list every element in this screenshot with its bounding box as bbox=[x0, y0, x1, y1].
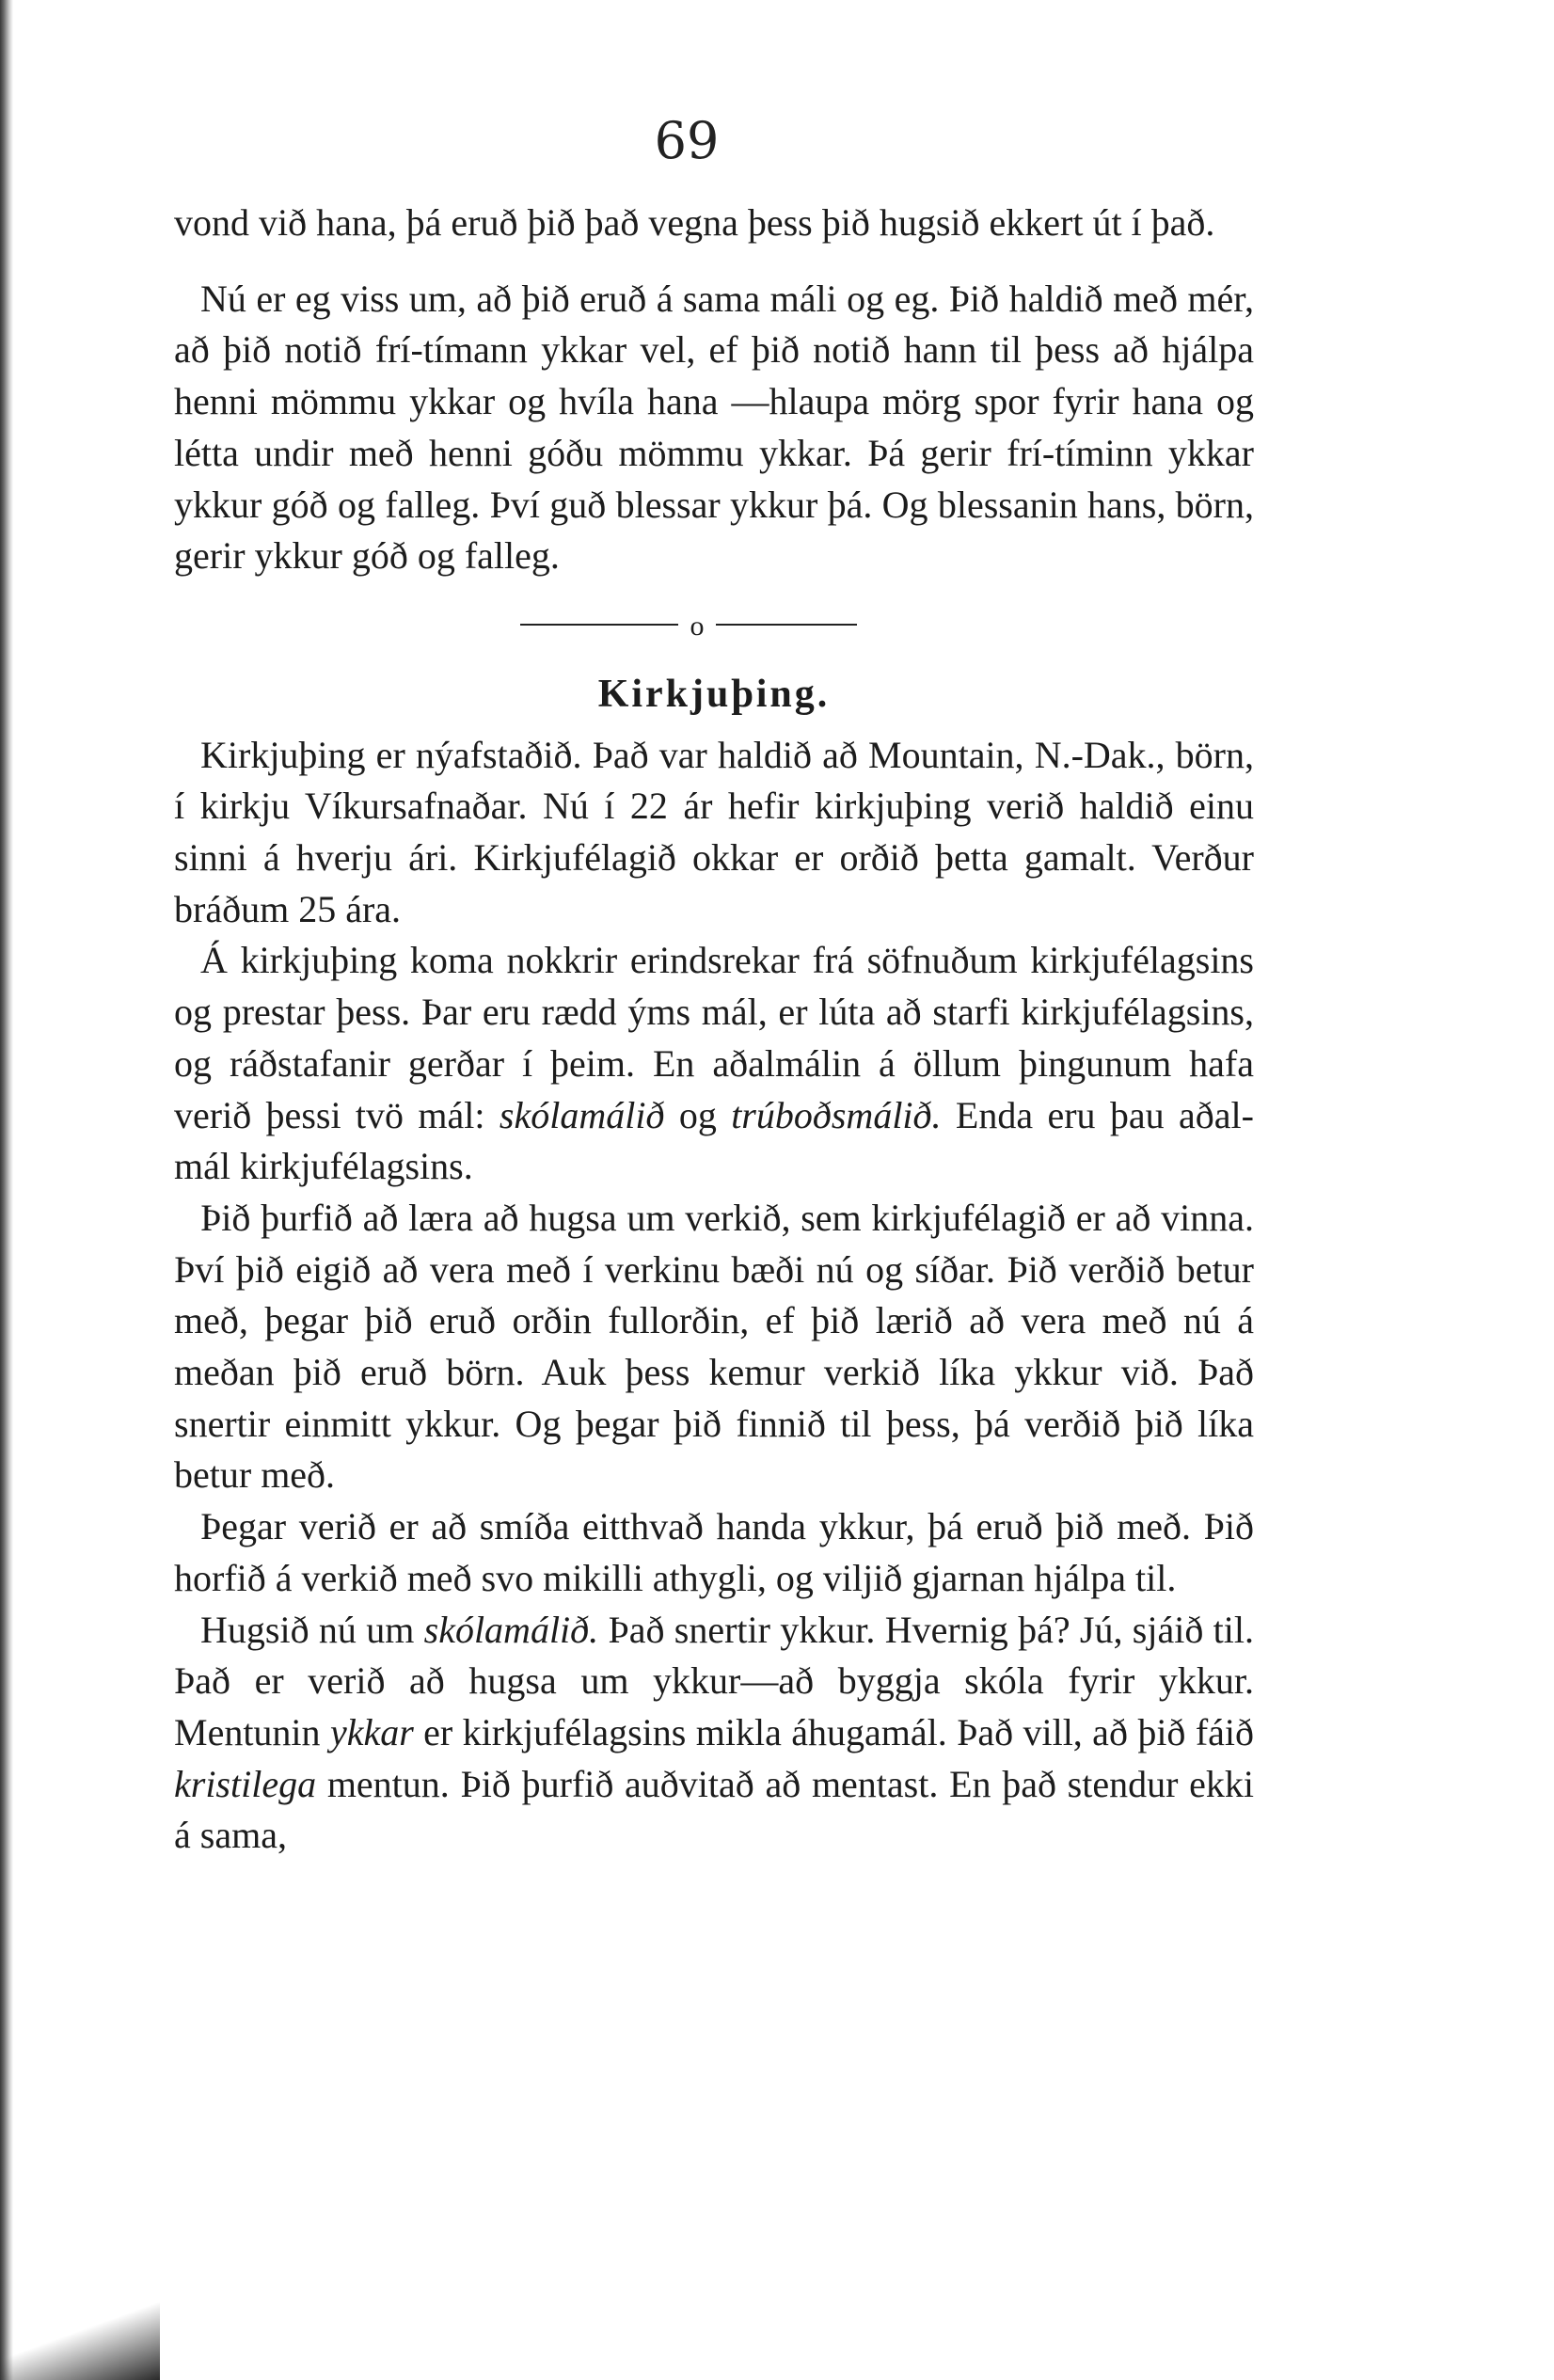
page-number: 69 bbox=[654, 111, 720, 170]
paragraph-7-b: Það snertir ykkur. Hvernig þá? Jú, sjáið til. Það er verið að hugsa um ykkur—að byggja skóla fyrir ykkur. Mentunin bbox=[174, 1608, 1254, 1753]
paragraph-7-em-skolamalid: skólamálið. bbox=[423, 1608, 599, 1651]
body-text bbox=[174, 198, 1254, 1862]
section-heading: Kirkjuþing. bbox=[597, 672, 831, 716]
paragraph-7-em-ykkar: ykkar bbox=[329, 1710, 414, 1753]
paragraph-2: Nú er eg viss um, að þið eruð á sama máli og eg. Þið haldið með mér, að þið notið frí-tímann ykkar vel, ef þið notið hann til þess að hjálpa henni mömmu ykkar og hvíla hana —hlaupa mörg spor fyrir hana og létta undir með henni góðu mömmu ykkar. Þá gerir frí-tíminn ykkar ykkur góð og falleg. Því guð blessar ykkur þá. Og blessanin hans, börn, gerir ykkur góð og falleg. bbox=[174, 277, 1254, 578]
paragraph-4-em-truboosmalid: trúboðsmálið. bbox=[731, 1093, 942, 1136]
paragraph-4-mid: og bbox=[678, 1093, 717, 1136]
paragraph-7 bbox=[174, 1605, 1254, 1863]
paragraph-7-a: Hugsið nú um bbox=[200, 1608, 415, 1651]
separator-rule-right bbox=[716, 624, 857, 626]
binding-edge bbox=[0, 0, 13, 2380]
paragraph-4 bbox=[174, 935, 1254, 1193]
section-separator bbox=[174, 590, 1254, 665]
paragraph-7-c: er kirkjufélagsins mikla áhugamál. Það vill, að þið fáið bbox=[423, 1710, 1255, 1753]
page-corner-shadow bbox=[0, 2295, 160, 2380]
paragraph-4-tail: Enda eru þau aðal-mál kirkjufélagsins. bbox=[174, 1093, 1254, 1188]
paragraph-3: Kirkjuþing er nýafstaðið. Það var haldið að Mountain, N.-Dak., börn, í kirkju Víkursafnaðar. Nú í 22 ár hefir kirkjuþing verið haldið einu sinni á hverju ári. Kirkjufélagið okkar er orðið þetta gamalt. Verður bráðum 25 ára. bbox=[174, 733, 1254, 930]
paragraph-1: vond við hana, þá eruð þið það vegna þess þið hugsið ekkert út í það. bbox=[174, 201, 1215, 244]
paragraph-7-em-kristilega: kristilega bbox=[174, 1762, 317, 1805]
paragraph-5: Þið þurfið að læra að hugsa um verkið, sem kirkjufélagið er að vinna. Því þið eigið að vera með í verkinu bæði nú og síðar. Þið verðið betur með, þegar þið eruð orðin fullorðin, ef þið lærið að vera með nú á meðan þið eruð börn. Auk þess kemur verkið líka ykkur við. Það snertir einmitt ykkur. Og þegar þið finnið til þess, þá verðið þið líka betur með. bbox=[174, 1196, 1254, 1497]
separator-mark: o bbox=[690, 610, 705, 642]
paragraph-6: Þegar verið er að smíða eitthvað handa ykkur, þá eruð þið með. Þið horfið á verkið með svo mikilli athygli, og viljið gjarnan hjálpa til. bbox=[174, 1505, 1254, 1599]
paragraph-4-em-skolamalid: skólamálið bbox=[499, 1093, 665, 1136]
paragraph-4-lead: Á kirkjuþing koma nokkrir erindsrekar frá söfnuðum kirkjufélagsins og prestar þess. Þar eru rædd ýms mál, er lúta að starfi kirkjufélagsins, og ráðstafanir gerðar í þeim. En aðalmálin á öllum þingunum hafa verið þessi tvö mál: bbox=[174, 939, 1254, 1136]
paragraph-7-d: mentun. Þið þurfið auðvitað að mentast. En það stendur ekki á sama, bbox=[174, 1762, 1255, 1857]
separator-rule-left bbox=[520, 624, 678, 626]
